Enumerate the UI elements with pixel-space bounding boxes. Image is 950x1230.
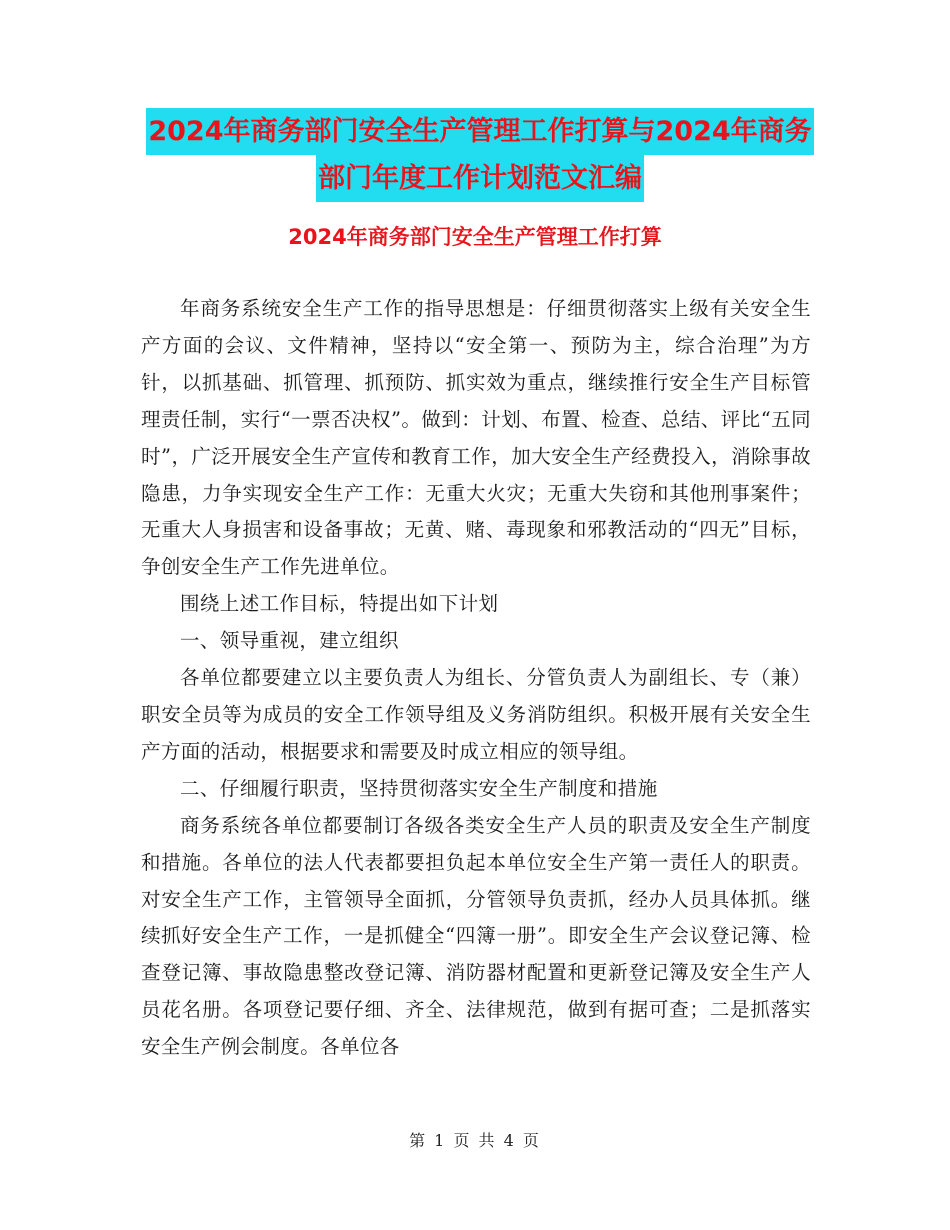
document-title-line-2: 部门年度工作计划范文汇编 bbox=[316, 155, 644, 202]
document-title bbox=[140, 108, 820, 202]
paragraph-plan-intro: 围绕上述工作目标，特提出如下计划 bbox=[180, 592, 499, 616]
paragraph-responsibilities: 商务系统各单位都要制订各级各类安全生产人员的职责及安全生产制度和措施。各单位的法人代表都要担负起本单位安全生产第一责任人的职责。对安全生产工作，主管领导全面抓，分管领导负责抓，经办人员具体抓。继续抓好安全生产工作，一是抓健全“四簿一册”。即安全生产会议登记簿、检查登记簿、事故隐患整改登记簿、消防器材配置和更新登记簿及安全生产人员花名册。各项登记要仔细、齐全、法律规范，做到有据可查；二是抓落实安全生产例会制度。各单位各 bbox=[141, 813, 811, 1059]
paragraph-organization: 各单位都要建立以主要负责人为组长、分管负责人为副组长、专（兼）职安全员等为成员的安全工作领导组及义务消防组织。积极开展有关安全生产方面的活动，根据要求和需要及时成立相应的领导组。 bbox=[141, 666, 811, 763]
document-body bbox=[141, 291, 811, 1066]
page-footer: 第 1 页 共 4 页 bbox=[409, 1131, 541, 1150]
paragraph-heading-1: 一、领导重视，建立组织 bbox=[180, 629, 399, 653]
document-title-line-1: 2024年商务部门安全生产管理工作打算与2024年商务 bbox=[146, 108, 813, 155]
paragraph-guiding-thought: 年商务系统安全生产工作的指导思想是：仔细贯彻落实上级有关安全生产方面的会议、文件精神，坚持以“安全第一、预防为主，综合治理”为方针，以抓基础、抓管理、抓预防、抓实效为重点，继续推行安全生产目标管理责任制，实行“一票否决权”。做到：计划、布置、检查、总结、评比“五同时”，广泛开展安全生产宣传和教育工作，加大安全生产经费投入，消除事故隐患，力争实现安全生产工作：无重大火灾；无重大失窃和其他刑事案件；无重大人身损害和设备事故；无黄、赌、毒现象和邪教活动的“四无”目标，争创安全生产工作先进单位。 bbox=[141, 297, 811, 579]
section-heading: 2024年商务部门安全生产管理工作打算 bbox=[288, 225, 662, 249]
paragraph-heading-2: 二、仔细履行职责，坚持贯彻落实安全生产制度和措施 bbox=[180, 776, 658, 800]
